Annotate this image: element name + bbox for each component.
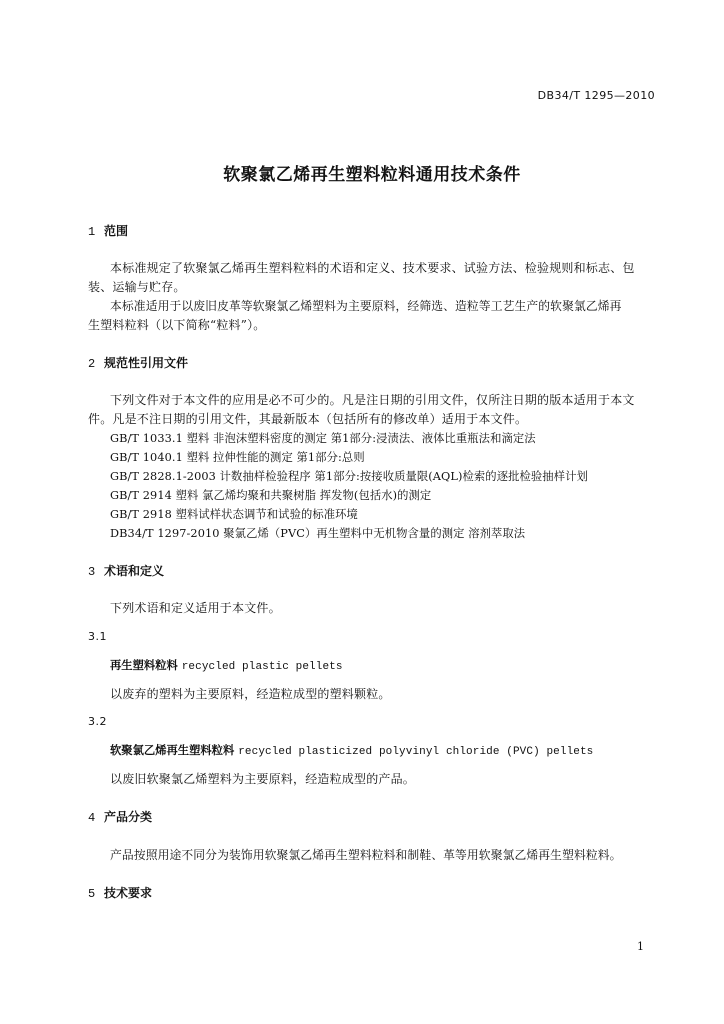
reference-item: GB/T 2914 塑料 氯乙烯均聚和共聚树脂 挥发物(包括水)的测定: [110, 489, 432, 502]
section-title: 规范性引用文件: [104, 356, 189, 370]
section-number: 2: [88, 357, 96, 371]
term-chinese: 软聚氯乙烯再生塑料粒料: [110, 744, 235, 757]
term-definition: 以废弃的塑料为主要原料，经造粒成型的塑料颗粒。: [110, 687, 391, 701]
section-number: 4: [88, 811, 96, 825]
term-entry: [110, 657, 343, 673]
paragraph-line: 生塑料粒料（以下简称“粒料”）。: [88, 318, 266, 332]
section-2-heading: [88, 354, 188, 371]
term-number: 3.2: [88, 715, 107, 728]
reference-item: GB/T 2918 塑料试样状态调节和试验的标准环境: [110, 508, 358, 521]
section-title: 范围: [104, 224, 129, 238]
reference-item: DB34/T 1297-2010 聚氯乙烯（PVC）再生塑料中无机物含量的测定 溶剂萃取法: [110, 527, 526, 540]
reference-item: GB/T 1040.1 塑料 拉伸性能的测定 第1部分:总则: [110, 451, 365, 464]
section-1-heading: [88, 222, 128, 239]
section-5-heading: [88, 884, 152, 901]
term-entry: [110, 742, 593, 758]
section-title: 术语和定义: [104, 564, 165, 578]
section-number: 3: [88, 565, 96, 579]
paragraph-line: 本标准适用于以废旧皮革等软聚氯乙烯塑料为主要原料，经筛选、造粒等工艺生产的软聚氯乙烯再: [110, 299, 622, 313]
section-title: 技术要求: [104, 886, 153, 900]
reference-item: GB/T 1033.1 塑料 非泡沫塑料密度的测定 第1部分:浸渍法、液体比重瓶法和滴定法: [110, 432, 536, 445]
section-4-heading: [88, 808, 152, 825]
term-english: recycled plastic pellets: [181, 661, 343, 673]
paragraph-line: 下列文件对于本文件的应用是必不可少的。凡是注日期的引用文件，仅所注日期的版本适用于本文: [110, 393, 635, 407]
paragraph-line: 装、运输与贮存。: [88, 280, 186, 294]
term-english: recycled plasticized polyvinyl chloride (PVC) pellets: [238, 746, 594, 758]
term-chinese: 再生塑料粒料: [110, 659, 178, 672]
section-3-heading: [88, 562, 164, 579]
paragraph-line: 件。凡是不注日期的引用文件，其最新版本（包括所有的修改单）适用于本文件。: [88, 412, 528, 426]
document-title: 软聚氯乙烯再生塑料粒料通用技术条件: [223, 165, 521, 185]
document-code: DB34/T 1295—2010: [537, 89, 655, 102]
section-number: 1: [88, 225, 96, 239]
term-definition: 以废旧软聚氯乙烯塑料为主要原料，经造粒成型的产品。: [110, 772, 416, 786]
paragraph-line: 产品按照用途不同分为装饰用软聚氯乙烯再生塑料粒料和制鞋、革等用软聚氯乙烯再生塑料粒料。: [110, 848, 622, 862]
term-number: 3.1: [88, 630, 107, 643]
paragraph-line: 本标准规定了软聚氯乙烯再生塑料粒料的术语和定义、技术要求、试验方法、检验规则和标志、包: [110, 261, 635, 275]
paragraph-line: 下列术语和定义适用于本文件。: [110, 601, 281, 615]
page-number: 1: [637, 940, 644, 953]
section-title: 产品分类: [104, 810, 153, 824]
reference-item: GB/T 2828.1-2003 计数抽样检验程序 第1部分:按接收质量限(AQL)检索的逐批检验抽样计划: [110, 470, 588, 483]
section-number: 5: [88, 887, 96, 901]
